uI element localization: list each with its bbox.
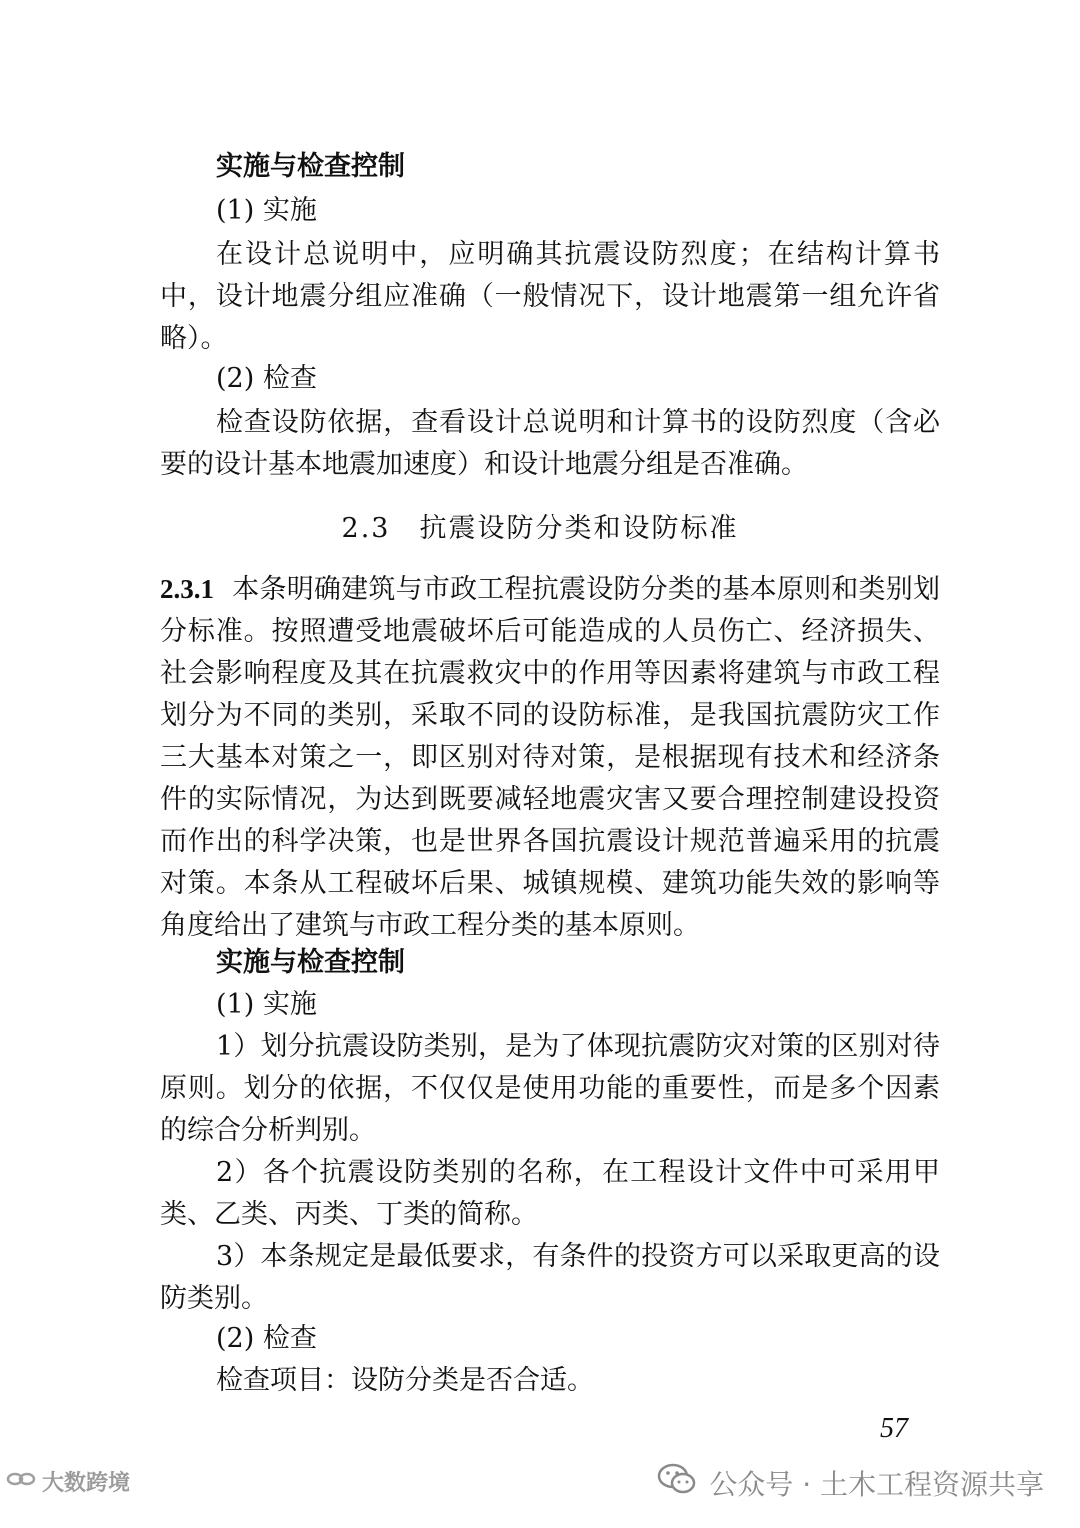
clause-number: 2.3.1 (160, 574, 214, 604)
sub-label-implementation: (1) 实施 (216, 195, 317, 226)
sub-label-check-2: (2) 检查 (216, 1323, 317, 1354)
chain-link-icon (6, 1468, 36, 1496)
page-number: 57 (880, 1413, 908, 1444)
watermark-right-text: 公众号 · 土木工程资源共享 (709, 1467, 1044, 1501)
watermark-right (657, 1462, 1044, 1503)
section-heading-implementation-control-2: 实施与检查控制 (216, 947, 405, 978)
list-item-2: 2）各个抗震设防类别的名称，在工程设计文件中可采用甲类、乙类、丙类、丁类的简称。 (160, 1157, 940, 1230)
list-item-1: 1）划分抗震设防类别，是为了体现抗震防灾对策的区别对待原则。划分的依据，不仅仅是使用功能的重要性，而是多个因素的综合分析判别。 (160, 1031, 940, 1146)
section-heading-implementation-control: 实施与检查控制 (216, 151, 405, 182)
clause-paragraph (160, 568, 940, 947)
watermark-left-text: 大数跨境 (42, 1471, 131, 1496)
wechat-icon (657, 1462, 697, 1503)
clause-text: 本条明确建筑与市政工程抗震设防分类的基本原则和类别划分标准。按照遭受地震破坏后可能造成的人员伤亡、经济损失、社会影响程度及其在抗震救灾中的作用等因素将建筑与市政工程划分为不同的类别，采取不同的设防标准，是我国抗震防灾工作三大基本对策之一，即区别对待对策，是根据现有技术和经济条件的实际情况，为达到既要减轻地震灾害又要合理控制建设投资而作出的科学决策，也是世界各国抗震设计规范普遍采用的抗震对策。本条从工程破坏后果、城镇规模、建筑功能失效的影响等角度给出了建筑与市政工程分类的基本原则。 (160, 574, 940, 941)
paragraph-implementation: 在设计总说明中，应明确其抗震设防烈度；在结构计算书中，设计地震分组应准确（一般情况下，设计地震第一组允许省略）。 (160, 239, 940, 354)
sub-label-check: (2) 检查 (216, 363, 317, 394)
sub-label-implementation-2: (1) 实施 (216, 989, 317, 1020)
section-title: 2.3 抗震设防分类和设防标准 (341, 513, 739, 544)
paragraph-check: 检查设防依据，查看设计总说明和计算书的设防烈度（含必要的设计基本地震加速度）和设计地震分组是否准确。 (160, 407, 940, 480)
paragraph-check-2: 检查项目：设防分类是否合适。 (216, 1365, 594, 1396)
watermark-left (6, 1466, 130, 1497)
list-item-3: 3）本条规定是最低要求，有条件的投资方可以采取更高的设防类别。 (160, 1241, 940, 1314)
